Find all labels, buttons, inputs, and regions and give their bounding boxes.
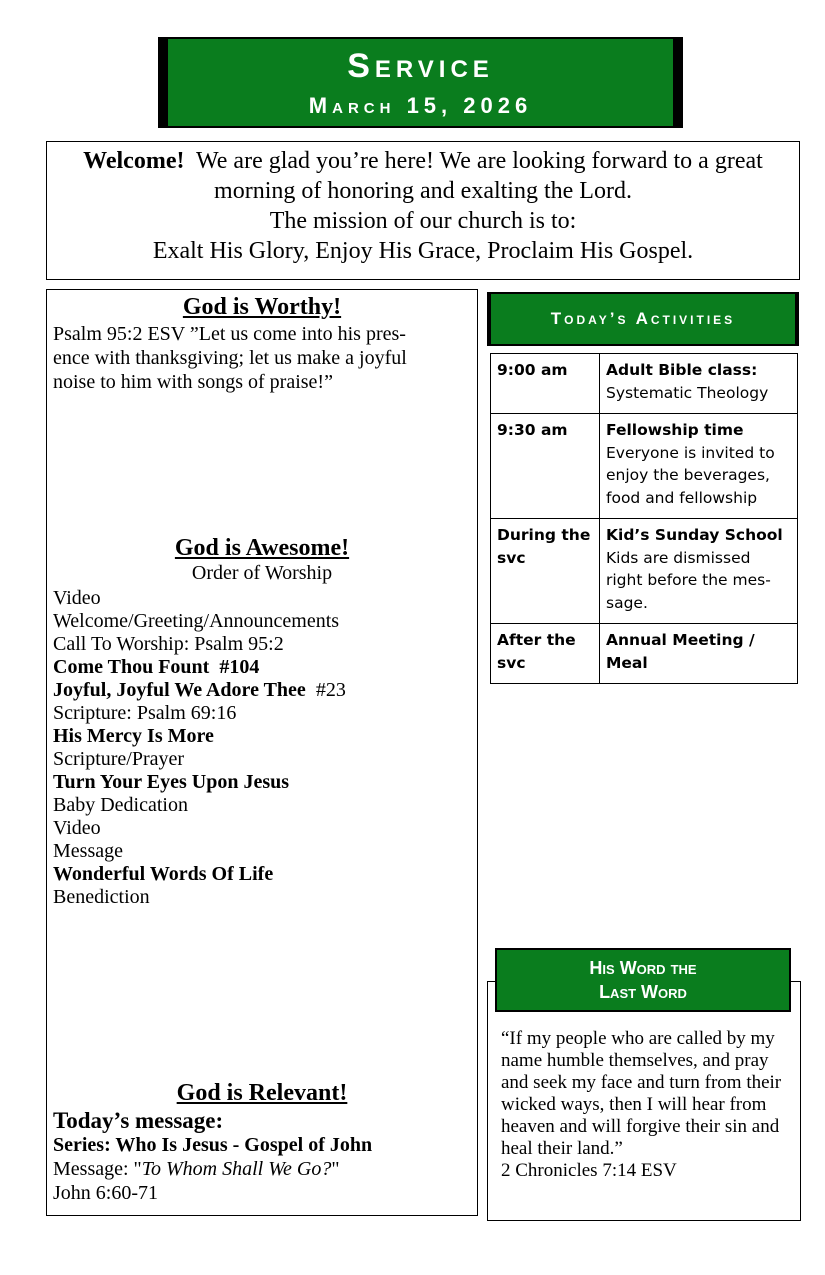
activities-title: Today’s Activities [491,294,795,344]
psalm-line: Psalm 95:2 ESV ”Let us come into his pres- [53,323,406,345]
mission-statement: Exalt His Glory, Enjoy His Grace, Proclaim His Gospel. [152,238,694,264]
list-item: Wonderful Words Of Life [53,863,274,885]
list-item [53,656,346,679]
worthy-title: God is Worthy! [182,294,342,320]
sermon-series: Series: Who Is Jesus - Gospel of John [53,1134,373,1156]
his-word-title-line2: Last Word [599,982,687,1002]
activity-cell [600,354,798,414]
activity-title: Annual Meeting / Meal [606,631,755,672]
activity-time: 9:00 am [491,354,600,414]
welcome-text [47,146,799,206]
table-row [491,354,798,414]
activity-desc: Everyone is invited to enjoy the beverages, food and fellowship [606,443,775,507]
mission-intro: The mission of our church is to: [269,208,577,234]
message-line [53,1157,372,1181]
message-heading: Today’s message: [53,1108,224,1133]
order-of-worship-list [53,587,346,909]
table-row [491,624,798,684]
activity-desc: Systematic Theology [606,383,769,402]
message-label: Message: " [53,1158,142,1180]
list-item: Video [53,587,101,609]
list-item: Scripture/Prayer [53,748,185,770]
list-item: Video [53,817,101,839]
header-banner [158,37,683,128]
activity-title: Kid’s Sunday School [606,526,783,544]
list-item: Turn Your Eyes Upon Jesus [53,771,290,793]
his-word-title-line1: His Word the [589,958,697,978]
psalm-line: ence with thanksgiving; let us make a joyful [53,347,407,369]
hymn-number: #23 [315,679,346,701]
relevant-content [53,1109,372,1205]
list-item: Scripture: Psalm 69:16 [53,702,237,724]
activity-desc: Kids are dismissed right before the mes-sage. [606,548,771,612]
table-row [491,414,798,519]
hymn-title: Joyful, Joyful We Adore Thee [53,679,306,701]
list-item: Message [53,840,123,862]
activity-time: During the svc [491,519,600,624]
list-item: Benediction [53,886,150,908]
activities-banner [487,292,799,346]
activity-title: Adult Bible class: [606,361,758,379]
his-word-quote [501,1028,793,1182]
order-of-worship-subtitle: Order of Worship [191,562,333,584]
activity-cell [600,519,798,624]
activities-table [490,353,798,684]
welcome-bold: Welcome! [83,148,185,174]
service-date: March 15, 2026 [308,93,533,118]
welcome-box [46,141,800,280]
psalm-line: noise to him with songs of praise!” [53,371,333,393]
hymn-title: Come Thou Fount [53,656,210,678]
page-title: Service [347,47,494,85]
his-word-banner [495,948,791,1012]
message-title: To Whom Shall We Go? [141,1158,332,1180]
list-item: Welcome/Greeting/Announcements [53,610,340,632]
activity-title: Fellowship time [606,421,744,439]
list-item [53,679,346,702]
activity-time: 9:30 am [491,414,600,519]
table-row [491,519,798,624]
activity-cell [600,414,798,519]
left-column [46,289,478,1216]
activity-cell [600,624,798,684]
scripture-quote: “If my people who are called by my name humble themselves, and pray and seek my face and turn from their wicked ways, then I will hear from heaven and will forgive their sin and heal their land.” [501,1028,782,1159]
message-passage: John 6:60-71 [53,1182,158,1204]
list-item: His Mercy Is More [53,725,214,747]
activity-time: After the svc [491,624,600,684]
relevant-title: God is Relevant! [176,1080,348,1106]
scripture-reference: 2 Chronicles 7:14 ESV [501,1160,677,1181]
message-close: " [331,1158,340,1180]
welcome-rest: We are glad you’re here! We are looking forward to a great morning of honoring and exalting the Lord. [196,148,763,204]
header-banner-fill [168,39,673,126]
hymn-number: #104 [219,656,260,678]
list-item: Call To Worship: Psalm 95:2 [53,633,284,655]
awesome-title: God is Awesome! [174,535,350,561]
worthy-psalm [53,322,463,394]
list-item: Baby Dedication [53,794,188,816]
